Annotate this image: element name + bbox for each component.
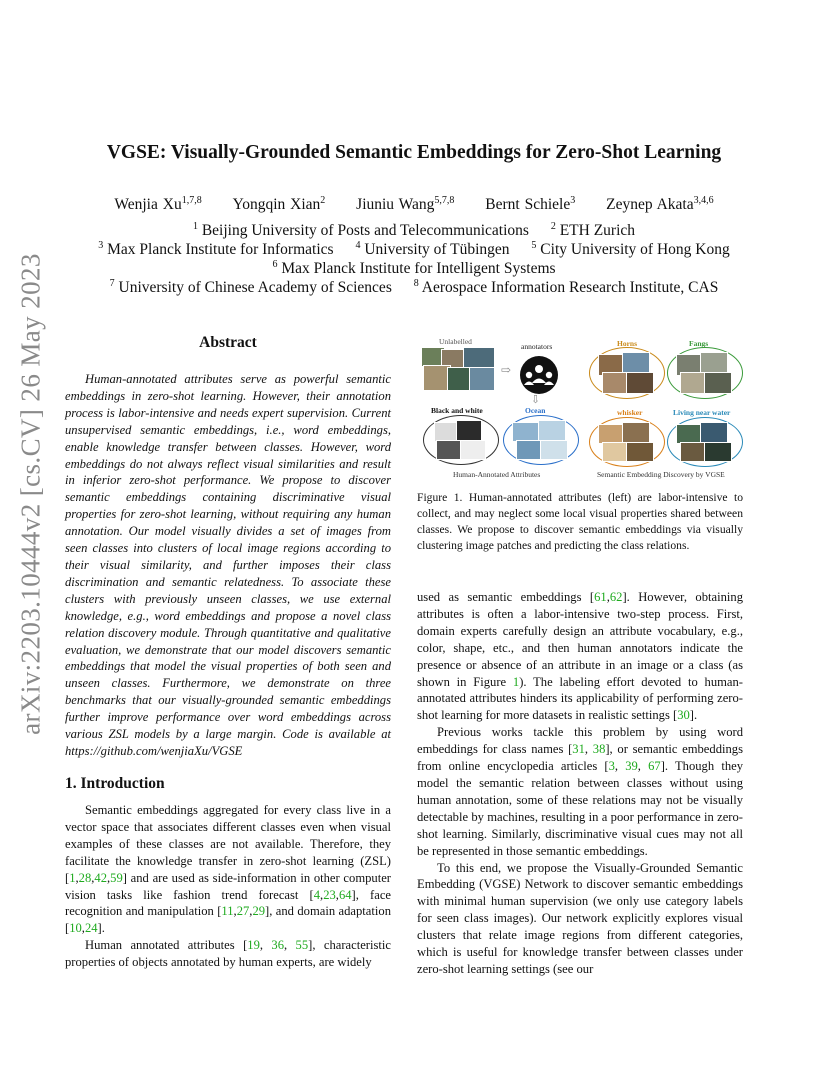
- citation-link[interactable]: 36: [271, 938, 284, 953]
- citation-link[interactable]: 42: [94, 870, 107, 885]
- fig-label-fangs: Fangs: [689, 339, 709, 348]
- citation-link[interactable]: 67: [648, 759, 661, 774]
- fangs-cluster: [667, 347, 743, 399]
- annotators-icon: [515, 355, 563, 395]
- paragraph-text: ,: [335, 887, 339, 902]
- unlabelled-image-collage: [421, 347, 495, 391]
- author: Yongqin Xian$^2$: [232, 195, 326, 213]
- fig-label-unlabelled: Unlabelled: [439, 337, 472, 346]
- paragraph-text: ], face recognition and manipulation [: [65, 887, 391, 919]
- citation-link[interactable]: 27: [236, 904, 250, 919]
- paragraph-text: ] and are used as side-information in other computer vision tasks like fashion trend forecast [: [65, 870, 391, 902]
- author: Bernt Schiele$^3$: [485, 195, 576, 213]
- intro-right-column: [417, 589, 743, 978]
- intro-left-column: [65, 802, 391, 971]
- citation-link[interactable]: 4: [313, 887, 321, 902]
- abstract-text: Human-annotated attributes serve as powerful semantic embeddings in zero-shot learning. However, their annotation process is labor-intensive and needs expert supervision. Current unsupervised semantic embeddings, i.e., word embeddings, enable knowledge transfer between classes. However, word embeddings do not always reflect visual similarities and result in inferior zero-shot performance. We propose to discover semantic embeddings containing discriminative visual properties for zero-shot learning, without requiring any human annotation. Our model visually divides a set of images from seen classes into clusters of local image regions according to their visual similarity, and further imposes their class discrimination and semantic relatedness. To associate these clusters with previously unseen classes, we use external knowledge, e.g., word embeddings and propose a novel class relation discovery module. Through quantitative and qualitative evaluation, we demonstrate that our model discovers semantic embeddings that model the visual properties of both seen and unseen classes. Furthermore, we demonstrate on three benchmarks that our visually-grounded semantic embeddings further improve performance over word embeddings across various ZSL models by a large margin. Code is available at https://github.com/wenjiaXu/VGSE: [65, 372, 391, 758]
- figure-caption: Figure 1. Human-annotated attributes (left) are labor-intensive to collect, and may neglect some local visual properties shared between classes. We propose to discover semantic embeddings via visually clustering image patches and predicting the class relations.: [417, 491, 743, 552]
- ocean-cluster: [503, 415, 579, 465]
- paragraph: [65, 937, 391, 971]
- citation-link[interactable]: 38: [592, 742, 606, 757]
- paragraph-text: ,: [259, 938, 272, 953]
- fig-label-living-near-water: Living near water: [673, 408, 731, 417]
- fig-left-caption: Human-Annotated Attributes: [453, 470, 541, 479]
- author-list: [0, 196, 828, 214]
- paragraph-text: ], or semantic embeddings from online encyclopedia articles [: [417, 742, 743, 774]
- paragraph-text: ). The labeling effort devoted to human-annotated attributes hinders its applicability of performing zero-shot learning for more datasets in realistic settings [: [417, 674, 743, 723]
- paragraph-text: ,: [584, 742, 593, 757]
- paper-title: VGSE: Visually-Grounded Semantic Embeddings for Zero-Shot Learning: [106, 142, 722, 163]
- citation-link[interactable]: 28: [78, 870, 92, 885]
- citation-link[interactable]: 30: [677, 708, 690, 723]
- citation-link[interactable]: 24: [84, 921, 98, 936]
- affiliation: $^4$ University of Tübingen: [355, 240, 510, 258]
- paragraph-text: ,: [614, 759, 626, 774]
- affiliation: $^1$ Beijing University of Posts and Telecommunications: [192, 221, 529, 239]
- citation-link[interactable]: 10: [69, 921, 82, 936]
- affiliation: $^3$ Max Planck Institute for Informatics: [98, 240, 334, 258]
- fig-right-caption: Semantic Embedding Discovery by VGSE: [597, 470, 725, 479]
- paragraph-text: ].: [689, 708, 698, 723]
- arrow-down-icon: ⇩: [531, 394, 541, 406]
- author: Zeynep Akata$^{3,4,6}$: [606, 195, 714, 213]
- fig-label-whisker: whisker: [617, 408, 643, 417]
- citation-link[interactable]: 29: [252, 904, 266, 919]
- paragraph-text: ,: [284, 938, 296, 953]
- fig-label-black-and-white: Black and white: [431, 406, 483, 415]
- paragraph-text: ,: [233, 904, 237, 919]
- paragraph-text: ,: [320, 887, 324, 902]
- whisker-cluster: [589, 417, 665, 467]
- paragraph-text: used as semantic embeddings [: [417, 590, 595, 604]
- paragraph-text: ,: [637, 759, 649, 774]
- paragraph: [417, 724, 743, 859]
- affiliation: $^6$ Max Planck Institute for Intelligent Systems: [272, 259, 556, 277]
- citation-link[interactable]: 19: [247, 938, 260, 953]
- affiliation: $^5$ City University of Hong Kong: [531, 240, 730, 258]
- fig-label-annotators: annotators: [521, 342, 553, 351]
- arxiv-sidebar: [8, 253, 54, 735]
- citation-link[interactable]: 31: [572, 742, 585, 757]
- arxiv-identifier: arXiv:2203.10444v2 [cs.CV] 26 May 2023: [15, 253, 46, 735]
- fig-label-ocean: Ocean: [525, 406, 546, 415]
- paragraph-text: Semantic embeddings aggregated for every class live in a vector space that associates different classes even when visual examples of these classes are not available. Therefore, they facilitate the knowledge transfer in zero-shot learning (ZSL) [: [65, 803, 391, 885]
- section-heading: 1. Introduction: [65, 775, 165, 792]
- paragraph-text: ,: [81, 921, 85, 936]
- citation-link[interactable]: 11: [221, 904, 234, 919]
- citation-link[interactable]: 3: [608, 759, 615, 774]
- abstract-body: [65, 371, 391, 760]
- arrow-right-icon: ⇨: [501, 363, 512, 377]
- citation-link[interactable]: 59: [110, 870, 123, 885]
- living-near-water-cluster: [667, 417, 743, 467]
- paragraph-text: ,: [75, 870, 79, 885]
- affiliation: $^8$ Aerospace Information Research Institute, CAS: [413, 278, 719, 296]
- author: Jiuniu Wang$^{5,7,8}$: [356, 195, 455, 213]
- paragraph-text: Human annotated attributes [: [85, 938, 248, 953]
- paragraph-text: ]. Though they model the semantic relation between classes without using human annotation, some of these relations may not be visually detectable by machines, resulting in a poor performance in zero-shot learning. Similarly, discriminative visual cues may not all be represented in those semantic embeddings.: [417, 759, 743, 858]
- citation-link[interactable]: 55: [295, 938, 309, 953]
- citation-link[interactable]: 39: [625, 759, 638, 774]
- citation-link[interactable]: 61: [594, 590, 607, 604]
- author: Wenjia Xu$^{1,7,8}$: [114, 195, 202, 213]
- affiliation: $^2$ ETH Zurich: [550, 221, 636, 239]
- paragraph-text: ], characteristic properties of objects annotated by human experts, are widely: [65, 938, 391, 970]
- figure-1: [417, 333, 743, 478]
- horns-cluster: [589, 347, 665, 399]
- affiliation: $^7$ University of Chinese Academy of Sciences: [109, 278, 392, 296]
- paragraph: [417, 860, 743, 978]
- paragraph-text: ], and domain adaptation [: [65, 904, 391, 936]
- paragraph-text: ,: [107, 870, 111, 885]
- paragraph-text: Previous works tackle this problem by using word embeddings for class names [: [417, 725, 743, 757]
- paragraph-text: ,: [249, 904, 253, 919]
- affiliation-line: [0, 260, 828, 278]
- paragraph-text: To this end, we propose the Visually-Grounded Semantic Embedding (VGSE) Network to discover semantic embeddings with minimal human supervision (we only use category labels for seen class images). Our network explicitly explores visual clusters that relate image regions from different categories, which is useful for knowledge transfer between classes under zero-shot learning settings (see our: [417, 860, 743, 976]
- affiliation-line: [0, 241, 828, 259]
- citation-link[interactable]: 1: [69, 870, 76, 885]
- paragraph-text: ]. However, obtaining attributes is often a labor-intensive two-step process. First, domain experts carefully design an attribute vocabulary, e.g., color, shape, etc., and then human annotators indicate the presence or absence of an attribute in an image or a class (as shown in Figure: [417, 590, 744, 689]
- paragraph: [65, 802, 391, 937]
- affiliation-line: [0, 279, 828, 297]
- abstract-heading: Abstract: [199, 334, 257, 351]
- citation-link[interactable]: 64: [338, 887, 352, 902]
- affiliation-line: [0, 222, 828, 240]
- paragraph-text: ,: [91, 870, 95, 885]
- paragraph: [417, 589, 743, 724]
- fig-label-horns: Horns: [617, 339, 638, 348]
- citation-link[interactable]: 62: [609, 590, 623, 604]
- paragraph-text: ,: [606, 590, 610, 604]
- black-white-cluster: [423, 415, 499, 465]
- citation-link[interactable]: 23: [323, 887, 336, 902]
- citation-link[interactable]: 1: [512, 674, 520, 689]
- paragraph-text: ].: [97, 921, 105, 936]
